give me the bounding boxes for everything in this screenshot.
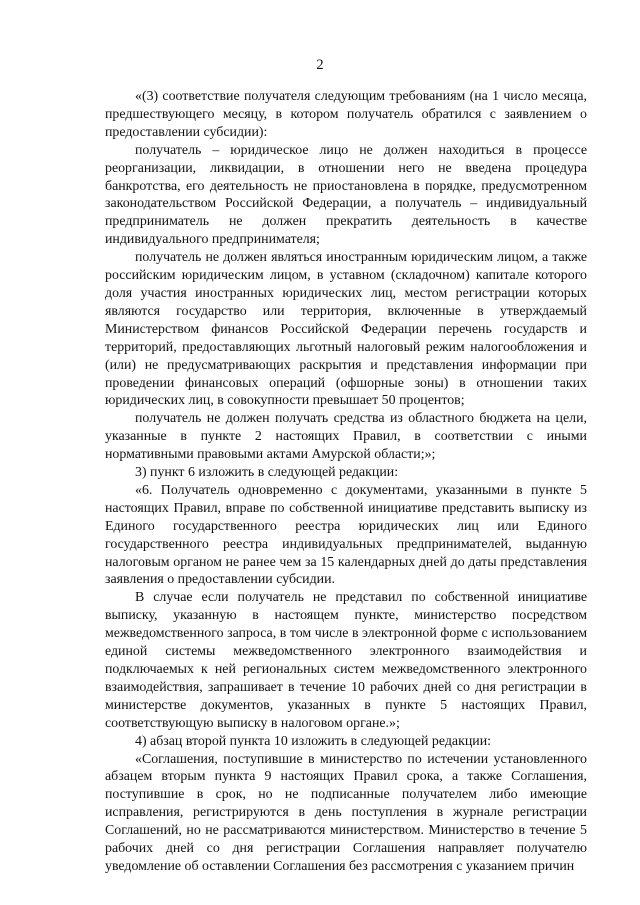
paragraph-item-3-heading: 3) пункт 6 изложить в следующей редакции: [135, 465, 399, 481]
document-body [105, 88, 587, 876]
paragraph-foreign-entity: получатель не должен являться иностранным юридическим лицом, а также российским юридическим лицом, в уставном (складочном) капитале которого доля участия иностранных юридических лиц, местом регистрации которых являются государство или территория, включенные в утверждаемый Министерством финансов Российской Федерации перечень государств и территорий, предоставляющих льготный налоговый режим налогообложения и (или) не предусматривающих раскрытия и представления информации при проведении финансовых операций (офшорные зоны) в отношении таких юридических лиц, в совокупности превышает 50 процентов; [105, 250, 587, 409]
paragraph-legal-entity-status: получатель – юридическое лицо не должен находиться в процессе реорганизации, ликвидации, в отношении него не введена процедура банкротства, его деятельность не приостановлена в порядке, предусмотренном законодательством Российской Федерации, а получатель – индивидуальный предприниматель не должен прекратить деятельность в качестве индивидуального предпринимателя; [105, 142, 587, 248]
paragraph-item-4-heading: 4) абзац второй пункта 10 изложить в следующей редакции: [135, 733, 491, 749]
paragraph-point-6: «6. Получатель одновременно с документами, указанными в пункте 5 настоящих Правил, вправе по собственной инициативе представить выписку из Единого государственного реестра юридических лиц или Единого государственного реестра индивидуальных предпринимателей, выданную налоговым органом не ранее чем за 15 календарных дней до даты представления заявления о предоставлении субсидии. [105, 482, 587, 588]
paragraph-agreements: «Соглашения, поступившие в министерство по истечении установленного абзацем вторым пункта 9 настоящих Правил срока, а также Соглашения, поступившие в срок, но не подписанные получателем либо имеющие исправления, регистрируются в день поступления в журнале регистрации Соглашений, но не рассматриваются министерством. Министерство в течение 5 рабочих дней со дня регистрации Соглашения направляет получателю уведомление об оставлении Соглашения без рассмотрения с указанием причин [105, 751, 587, 874]
page-number: 2 [316, 57, 324, 73]
paragraph-interagency-request: В случае если получатель не представил по собственной инициативе выписку, указанную в настоящем пункте, министерство посредством межведомственного запроса, в том числе в электронной форме с использованием единой системы межведомственного электронного взаимодействия и подключаемых к ней региональных систем межведомственного электронного взаимодействия, запрашивает в течение 10 рабочих дней со дня регистрации в министерстве документов, указанных в пункте 5 настоящих Правил, соответствующую выписку в налоговом органе.»; [105, 590, 587, 731]
paragraph-requirements-intro: «(3) соответствие получателя следующим требованиям (на 1 число месяца, предшествующего месяцу, в котором получатель обратился с заявлением о предоставлении субсидии): [105, 89, 587, 140]
paragraph-budget-funds: получатель не должен получать средства из областного бюджета на цели, указанные в пункте 2 настоящих Правил, в соответствии с иными нормативными правовыми актами Амурской области;»; [105, 411, 587, 463]
